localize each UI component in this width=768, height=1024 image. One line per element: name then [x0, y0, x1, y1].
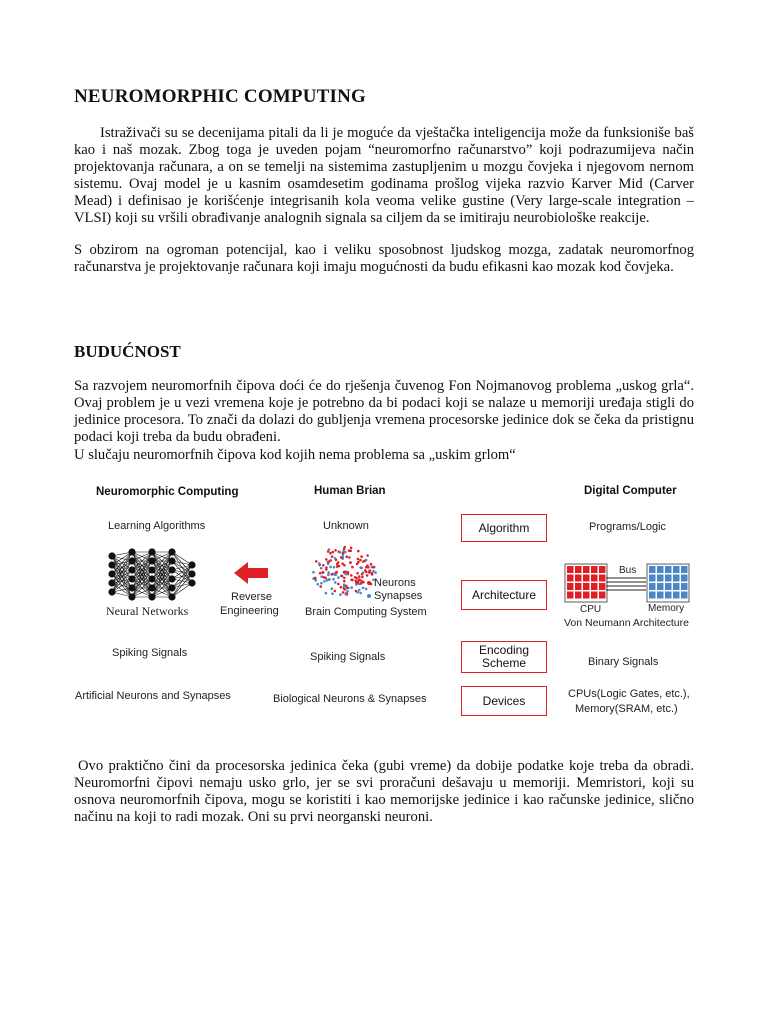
- brain-dot: [355, 590, 358, 593]
- brain-icon: [312, 546, 377, 596]
- brain-dot: [343, 580, 346, 583]
- digital-binary-signals: Binary Signals: [588, 656, 659, 668]
- brain-dot: [361, 576, 364, 579]
- brain-dot: [362, 581, 365, 584]
- brain-dot: [330, 573, 333, 576]
- brain-dot: [340, 586, 343, 589]
- neural-network-node: [168, 584, 175, 591]
- brain-dot: [345, 555, 348, 558]
- engineering-label: Engineering: [220, 605, 279, 617]
- grid-cell: [567, 566, 574, 573]
- brain-dot: [344, 570, 347, 573]
- brain-dot: [333, 566, 336, 569]
- grid-cell: [583, 592, 590, 599]
- brain-dot: [320, 567, 323, 570]
- brain-dot: [320, 582, 323, 585]
- brain-dot: [327, 571, 330, 574]
- brain-dot: [317, 583, 320, 586]
- neural-network-nodes: [108, 548, 195, 600]
- neural-network-node: [128, 557, 135, 564]
- box-encoding-line2: Scheme: [481, 656, 527, 670]
- neural-network-node: [168, 566, 175, 573]
- paragraph-potential: S obzirom na ogroman potencijal, kao i veliku sposobnost ljudskog mozga, zadatak neuromorfnog računarstva je projektovanje računara koji imaju mogućnosti da budu efikasni kao mozak kod čovjeka.: [74, 242, 694, 275]
- grid-cell: [681, 592, 688, 599]
- neural-network-node: [188, 561, 195, 568]
- grid-cell: [575, 566, 582, 573]
- digital-bus-label: Bus: [619, 565, 637, 576]
- brain-dot: [329, 566, 332, 569]
- brain-dot: [351, 566, 354, 569]
- neural-network-node: [108, 579, 115, 586]
- brain-dot: [359, 592, 362, 595]
- brain-dot: [370, 563, 373, 566]
- neural-network-node: [128, 566, 135, 573]
- brain-dot: [372, 566, 375, 569]
- brain-dot: [365, 588, 368, 591]
- brain-dot: [348, 549, 351, 552]
- box-devices: Devices: [461, 686, 547, 716]
- brain-dot: [350, 579, 353, 582]
- brain-dot: [340, 556, 343, 559]
- brain-dot: [315, 579, 318, 582]
- synapses-legend-dot: [367, 594, 371, 598]
- brain-dot: [320, 575, 323, 578]
- brain-dot: [340, 575, 343, 578]
- neural-network-node: [188, 570, 195, 577]
- grid-cell: [665, 592, 672, 599]
- brain-dot: [357, 550, 360, 553]
- brain-dot: [329, 552, 332, 555]
- neuro-neural-networks: Neural Networks: [106, 604, 189, 618]
- neural-network-node: [168, 557, 175, 564]
- neural-network-node: [108, 570, 115, 577]
- col-header-neuromorphic: Neuromorphic Computing: [96, 486, 239, 498]
- brain-dot: [332, 551, 335, 554]
- brain-dot: [312, 571, 315, 574]
- brain-dot: [344, 593, 347, 596]
- grid-cell: [575, 592, 582, 599]
- grid-cell: [591, 592, 598, 599]
- neural-network-node: [148, 584, 155, 591]
- brain-dot: [358, 589, 361, 592]
- brain-dot: [328, 548, 331, 551]
- neural-network-node: [128, 584, 135, 591]
- grid-cell: [583, 575, 590, 582]
- grid-cell: [657, 575, 664, 582]
- grid-cell: [657, 592, 664, 599]
- brain-dot: [334, 549, 337, 552]
- grid-cell: [599, 592, 606, 599]
- brain-dot: [344, 551, 347, 554]
- brain-dot: [374, 571, 377, 574]
- neural-network-node: [148, 557, 155, 564]
- brain-dot: [335, 573, 338, 576]
- col-header-human-brain: Human Brian: [314, 485, 386, 497]
- brain-dot: [355, 577, 358, 580]
- grid-cell: [649, 592, 656, 599]
- neural-network-node: [128, 593, 135, 600]
- paragraph-neuromorphic-chips: U slučaju neuromorfnih čipova kod kojih nema problema sa „uskim grlom“: [74, 447, 516, 463]
- neural-network-node: [148, 548, 155, 555]
- brain-dot: [331, 555, 334, 558]
- grid-cell: [681, 583, 688, 590]
- grid-cell: [665, 583, 672, 590]
- grid-cell: [575, 575, 582, 582]
- neuro-learning-algorithms: Learning Algorithms: [108, 520, 206, 532]
- grid-cell: [657, 566, 664, 573]
- bus-lines-icon: [606, 578, 646, 590]
- grid-cell: [591, 566, 598, 573]
- neural-network-node: [108, 552, 115, 559]
- grid-cell: [673, 575, 680, 582]
- brain-dot: [343, 585, 346, 588]
- brain-dot: [325, 592, 328, 595]
- grid-cell: [567, 592, 574, 599]
- brain-dot: [350, 547, 353, 550]
- neural-network-node: [148, 566, 155, 573]
- paragraph-intro: Istraživači su se decenijama pitali da li je moguće da vještačka inteligencija može da funksioniše baš kao i naš mozak. Zbog toga je uveden pojam “neuromorfno računarstvo” koji podrazumijeva način projektovanja računara, a on se temelji na sistemima zastupljenim u mozgu čovjeka i njegovom nernom sistemu. Ovaj model je u kasnim osamdesetim godinama prošlog vijeka razvio Karver Mid (Carver Mead) i definisao je korišćenje integrisanih kola veoma velike gustine (Very large-scale integration – VLSI) koji su vršili obrađivanje analognih signala sa ciljem da se imitiraju neurobiološke reakcije.: [74, 125, 694, 226]
- brain-dot: [319, 572, 322, 575]
- brain-dot: [339, 551, 342, 554]
- neural-network-node: [108, 588, 115, 595]
- human-neurons-label: Neurons: [374, 577, 416, 589]
- cpu-grid-icon: [565, 564, 607, 602]
- col-header-digital: Digital Computer: [584, 485, 677, 497]
- human-spiking-signals: Spiking Signals: [310, 651, 386, 663]
- brain-dot: [314, 577, 317, 580]
- brain-dot: [349, 561, 352, 564]
- section-title-future: BUDUĆNOST: [74, 342, 181, 361]
- comparison-figure: [70, 476, 710, 726]
- grid-cell: [583, 566, 590, 573]
- brain-dot: [357, 561, 360, 564]
- brain-dot: [362, 587, 365, 590]
- neural-network-node: [128, 575, 135, 582]
- neural-network-node: [168, 593, 175, 600]
- brain-dot: [357, 558, 360, 561]
- reverse-label: Reverse: [231, 591, 272, 603]
- brain-dot: [339, 593, 342, 596]
- brain-dot: [342, 591, 345, 594]
- neuro-spiking-signals: Spiking Signals: [112, 647, 188, 659]
- box-algorithm: Algorithm: [461, 514, 547, 542]
- neural-network-node: [168, 548, 175, 555]
- reverse-engineering-arrow-icon: [234, 562, 268, 584]
- grid-cell: [591, 583, 598, 590]
- neural-network-node: [148, 575, 155, 582]
- brain-dot: [368, 571, 371, 574]
- brain-dot: [332, 578, 335, 581]
- digital-programs-logic: Programs/Logic: [589, 521, 667, 533]
- neural-network-node: [108, 561, 115, 568]
- brain-dot: [342, 552, 345, 555]
- brain-dot: [350, 586, 353, 589]
- brain-dot: [337, 561, 340, 564]
- memory-grid-icon: [647, 564, 689, 602]
- brain-dot: [346, 590, 349, 593]
- neural-network-node: [188, 579, 195, 586]
- brain-dot: [343, 564, 346, 567]
- brain-dot: [347, 571, 350, 574]
- human-biological-neurons: Biological Neurons & Synapses: [273, 693, 427, 705]
- brain-dot: [324, 577, 327, 580]
- brain-dot: [326, 579, 329, 582]
- grid-cell: [673, 583, 680, 590]
- brain-dot: [331, 587, 334, 590]
- brain-dot: [359, 559, 362, 562]
- grid-cell: [665, 575, 672, 582]
- brain-dot: [322, 564, 325, 567]
- grid-cell: [673, 592, 680, 599]
- brain-dot: [319, 585, 322, 588]
- brain-dot: [334, 557, 337, 560]
- grid-cell: [591, 575, 598, 582]
- neuro-artificial-neurons: Artificial Neurons and Synapses: [75, 690, 231, 702]
- brain-dot: [336, 565, 339, 568]
- brain-dot: [359, 566, 362, 569]
- grid-cell: [681, 566, 688, 573]
- brain-dot: [329, 559, 332, 562]
- grid-cell: [649, 566, 656, 573]
- section-title-neuromorphic: NEUROMORPHIC COMPUTING: [74, 86, 367, 107]
- paragraph-memristors: Ovo praktično čini da procesorska jedinica čeka (gubi vreme) da dobije podatke koje treba da obradi. Neuromorfni čipovi nemaju usko grlo, jer se svi proračuni dešavaju u memoriji. Memristori, koji su osnova neuromorfnih čipova, mogu se koristiti i kao memorijske jedinice i kao računske jedinice, slično načinu na koji to radi mozak. Oni su prvi neorganski neuroni.: [74, 758, 694, 825]
- brain-dot: [325, 558, 328, 561]
- grid-cell: [657, 583, 664, 590]
- brain-dot: [348, 556, 351, 559]
- digital-devices-line2: Memory(SRAM, etc.): [575, 703, 678, 715]
- grid-cell: [583, 583, 590, 590]
- brain-dot: [365, 571, 368, 574]
- grid-cell: [649, 583, 656, 590]
- grid-cell: [599, 575, 606, 582]
- brain-dot: [337, 576, 340, 579]
- paragraph-bottleneck: Sa razvojem neuromorfnih čipova doći će do rješenja čuvenog Fon Nojmanovog problema „uskog grla“. Ovaj problem je u vezi vremena koje je potrebno da bi podaci koji se nalaze u memoriji uređaja stigli do jedinice procesora. To znači da dolazi do gubljenja vremena procesorske jedinice dok se čeka da pristignu podaci koji treba da budu obrađeni.: [74, 378, 694, 445]
- brain-dot: [350, 574, 353, 577]
- brain-dot: [371, 573, 374, 576]
- digital-cpu-label: CPU: [580, 604, 602, 615]
- neural-network-node: [168, 575, 175, 582]
- brain-dot: [318, 562, 321, 565]
- neurons-legend-dot: [367, 581, 371, 585]
- grid-cell: [673, 566, 680, 573]
- brain-dot: [315, 560, 318, 563]
- human-synapses-label: Synapses: [374, 590, 423, 602]
- brain-dot: [345, 573, 348, 576]
- brain-dot: [366, 574, 369, 577]
- human-unknown: Unknown: [323, 520, 369, 532]
- brain-dot: [355, 582, 358, 585]
- grid-cell: [567, 583, 574, 590]
- brain-dot: [325, 568, 328, 571]
- grid-cell: [665, 566, 672, 573]
- grid-cell: [599, 566, 606, 573]
- brain-dot: [337, 583, 340, 586]
- brain-dot: [343, 546, 346, 549]
- grid-cell: [681, 575, 688, 582]
- digital-von-neumann: Von Neumann Architecture: [564, 617, 689, 629]
- brain-dot: [366, 554, 369, 557]
- brain-dot: [327, 563, 330, 566]
- brain-dot: [327, 574, 330, 577]
- digital-devices-line1: CPUs(Logic Gates, etc.),: [568, 688, 690, 700]
- box-architecture: Architecture: [461, 580, 547, 610]
- brain-dot: [331, 592, 334, 595]
- brain-dot: [334, 581, 337, 584]
- brain-dot: [334, 590, 337, 593]
- brain-dot: [343, 577, 346, 580]
- digital-memory-label: Memory: [648, 603, 685, 614]
- grid-cell: [599, 583, 606, 590]
- brain-dot: [362, 571, 365, 574]
- grid-cell: [567, 575, 574, 582]
- neural-network-node: [148, 593, 155, 600]
- neural-network-node: [128, 548, 135, 555]
- brain-dot: [356, 572, 359, 575]
- brain-dot: [323, 580, 326, 583]
- grid-cell: [575, 583, 582, 590]
- brain-dot: [366, 564, 369, 567]
- box-encoding-line1: Encoding: [478, 643, 530, 657]
- brain-dot: [358, 575, 361, 578]
- box-encoding-scheme: [461, 641, 547, 673]
- brain-dot: [365, 559, 368, 562]
- human-brain-system: Brain Computing System: [305, 606, 427, 618]
- brain-dot: [321, 571, 324, 574]
- brain-dot: [360, 555, 363, 558]
- grid-cell: [649, 575, 656, 582]
